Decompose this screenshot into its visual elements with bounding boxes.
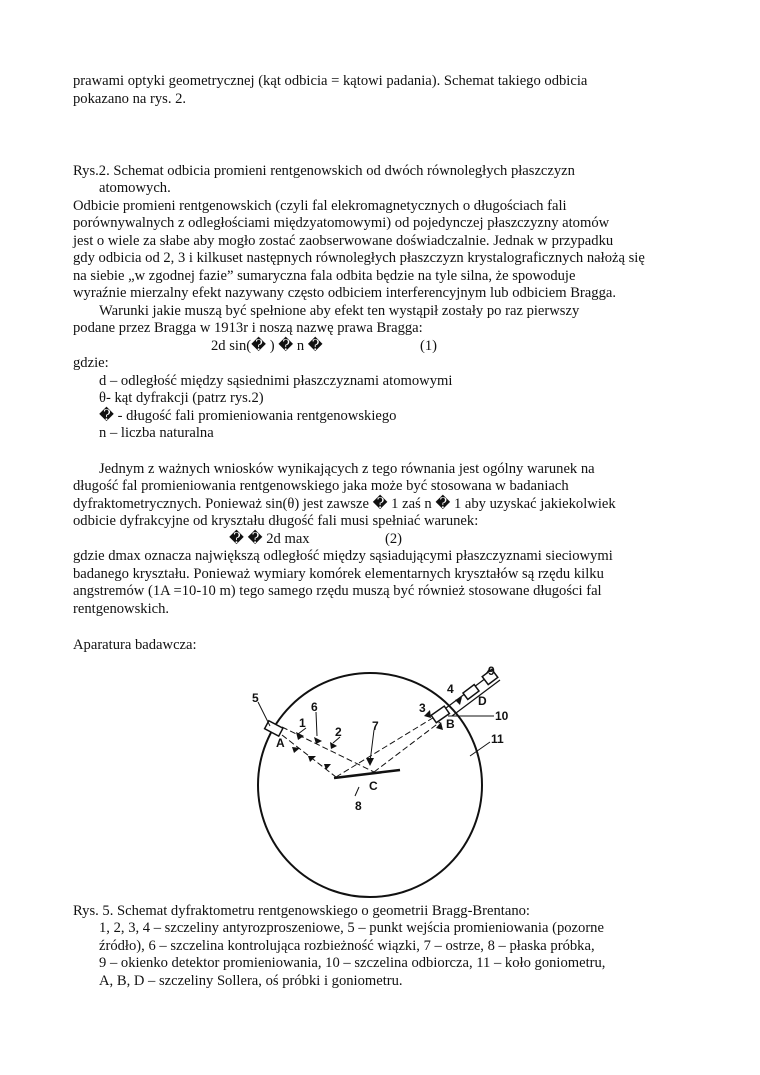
para-conclusion-line-4: odbicie dyfrakcyjne od kryształu długość fali musi spełniać warunek: [73, 513, 479, 529]
label-d: D [478, 694, 487, 708]
label-10: 10 [495, 709, 509, 723]
para-dmax-line-2: badanego kryształu. Ponieważ wymiary komórek elementarnych kryształów są rzędu kilku [73, 566, 604, 582]
para-conditions-line-2: podane przez Bragga w 1913r i noszą nazwę prawa Bragga: [73, 320, 423, 336]
intro-line-2: pokazano na rys. 2. [73, 91, 187, 107]
flat-sample [334, 770, 400, 778]
para-dmax-line-3: angstremów (1A =10-10 m) tego samego rzędu muszą być również stosowane długości fal [73, 583, 602, 599]
fig2-caption-line-2: atomowych. [99, 180, 171, 196]
para-bragg-line-3: jest o wiele za słabe aby mogło zostać zaobserwowane doświadczalnie. Jednak w przypadku [73, 233, 614, 249]
label-4: 4 [447, 682, 454, 696]
leader-8 [355, 787, 359, 796]
fig5-caption-line-4: 9 – okienko detektor promieniowania, 10 – szczelina odbiorcza, 11 – koło goniometru, [99, 955, 606, 971]
para-conclusion-line-2: długość fal promieniowania rentgenowskiego jaka może być stosowana w badaniach [73, 478, 569, 494]
para-conclusion-line-3: dyfraktometrycznych. Ponieważ sin(θ) jest zawsze � 1 zaś n � 1 aby uzyskać jakiekolwiek [73, 496, 616, 512]
soller-slit-a [265, 721, 283, 736]
label-c: C [369, 779, 378, 793]
label-1: 1 [299, 716, 306, 730]
fig2-caption-line-1: Rys.2. Schemat odbicia promieni rentgenowskich od dwóch równoległych płaszczyzn [73, 163, 575, 179]
diffractometer-diagram [240, 660, 530, 920]
para-bragg-line-1: Odbicie promieni rentgenowskich (czyli fal elekromagnetycznych o długościach fali [73, 198, 567, 214]
label-3: 3 [419, 701, 426, 715]
leader-5 [258, 702, 270, 726]
label-7: 7 [372, 719, 379, 733]
fig5-caption-line-1: Rys. 5. Schemat dyfraktometru rentgenowskiego o geometrii Bragg-Brentano: [73, 903, 530, 919]
definition-n: n – liczba naturalna [99, 425, 214, 441]
where-label: gdzie: [73, 355, 109, 371]
label-2: 2 [335, 725, 342, 739]
intro-line-1: prawami optyki geometrycznej (kąt odbicia = kątowi padania). Schemat takiego odbicia [73, 73, 588, 89]
equation-2-number: (2) [385, 531, 403, 547]
para-conclusion-line-1: Jednym z ważnych wniosków wynikających z tego równania jest ogólny warunek na [99, 461, 595, 477]
definition-lambda: � - długość fali promieniowania rentgenowskiego [99, 408, 397, 424]
label-5: 5 [252, 691, 259, 705]
label-a: A [276, 736, 285, 750]
leader-11 [470, 742, 490, 756]
fig5-caption-line-2: 1, 2, 3, 4 – szczeliny antyrozproszeniowe, 5 – punkt wejścia promieniowania (pozorne [99, 920, 604, 936]
leader-6 [316, 712, 317, 736]
label-b: B [446, 717, 455, 731]
para-bragg-line-2: porównywalnych z odległościami międzyatomowymi) od pojedynczej płaszczyzny atomów [73, 215, 610, 231]
equation-2-formula: � � 2d max [229, 531, 310, 547]
knife-edge-tip [366, 758, 374, 766]
para-bragg-line-5: na siebie „w zgodnej fazie” sumaryczna fala odbita będzie na tyle silna, że spowoduje [73, 268, 576, 284]
definition-d: d – odległość między sąsiednimi płaszczyznami atomowymi [99, 373, 453, 389]
knife-edge-line [370, 730, 374, 762]
diffracted-beam-upper [374, 722, 440, 772]
para-bragg-line-6: wyraźnie mierzalny efekt nazywany często odbiciem interferencyjnym lub odbiciem Bragga. [73, 285, 616, 301]
slit-1-top [296, 732, 304, 740]
slit-3-bottom [436, 722, 443, 730]
label-9: 9 [488, 664, 495, 678]
label-8: 8 [355, 799, 362, 813]
equation-1-number: (1) [420, 338, 438, 354]
equation-1-formula: 2d sin(� ) � n � [211, 338, 323, 354]
para-bragg-line-4: gdy odbicia od 2, 3 i kilkuset następnych równoległych płaszczyzn krystalograficznych nałożą się [73, 250, 645, 266]
definition-theta: θ- kąt dyfrakcji (patrz rys.2) [99, 390, 264, 406]
label-11: 11 [491, 732, 504, 746]
para-conditions-line-1: Warunki jakie muszą być spełnione aby efekt ten wystąpił zostały po raz pierwszy [99, 303, 580, 319]
para-dmax-line-1: gdzie dmax oznacza największą odległość między sąsiadującymi płaszczyznami sieciowymi [73, 548, 613, 564]
label-6: 6 [311, 700, 318, 714]
apparatus-heading: Aparatura badawcza: [73, 637, 197, 653]
fig5-caption-line-5: A, B, D – szczeliny Sollera, oś próbki i goniometru. [99, 973, 403, 989]
diffracted-beam-lower [336, 716, 436, 777]
para-dmax-line-4: rentgenowskich. [73, 601, 170, 617]
slit-1-bottom [292, 747, 300, 753]
fig5-caption-line-3: źródło), 6 – szczelina kontrolująca rozbieżność wiązki, 7 – ostrze, 8 – płaska próbka, [99, 938, 595, 954]
